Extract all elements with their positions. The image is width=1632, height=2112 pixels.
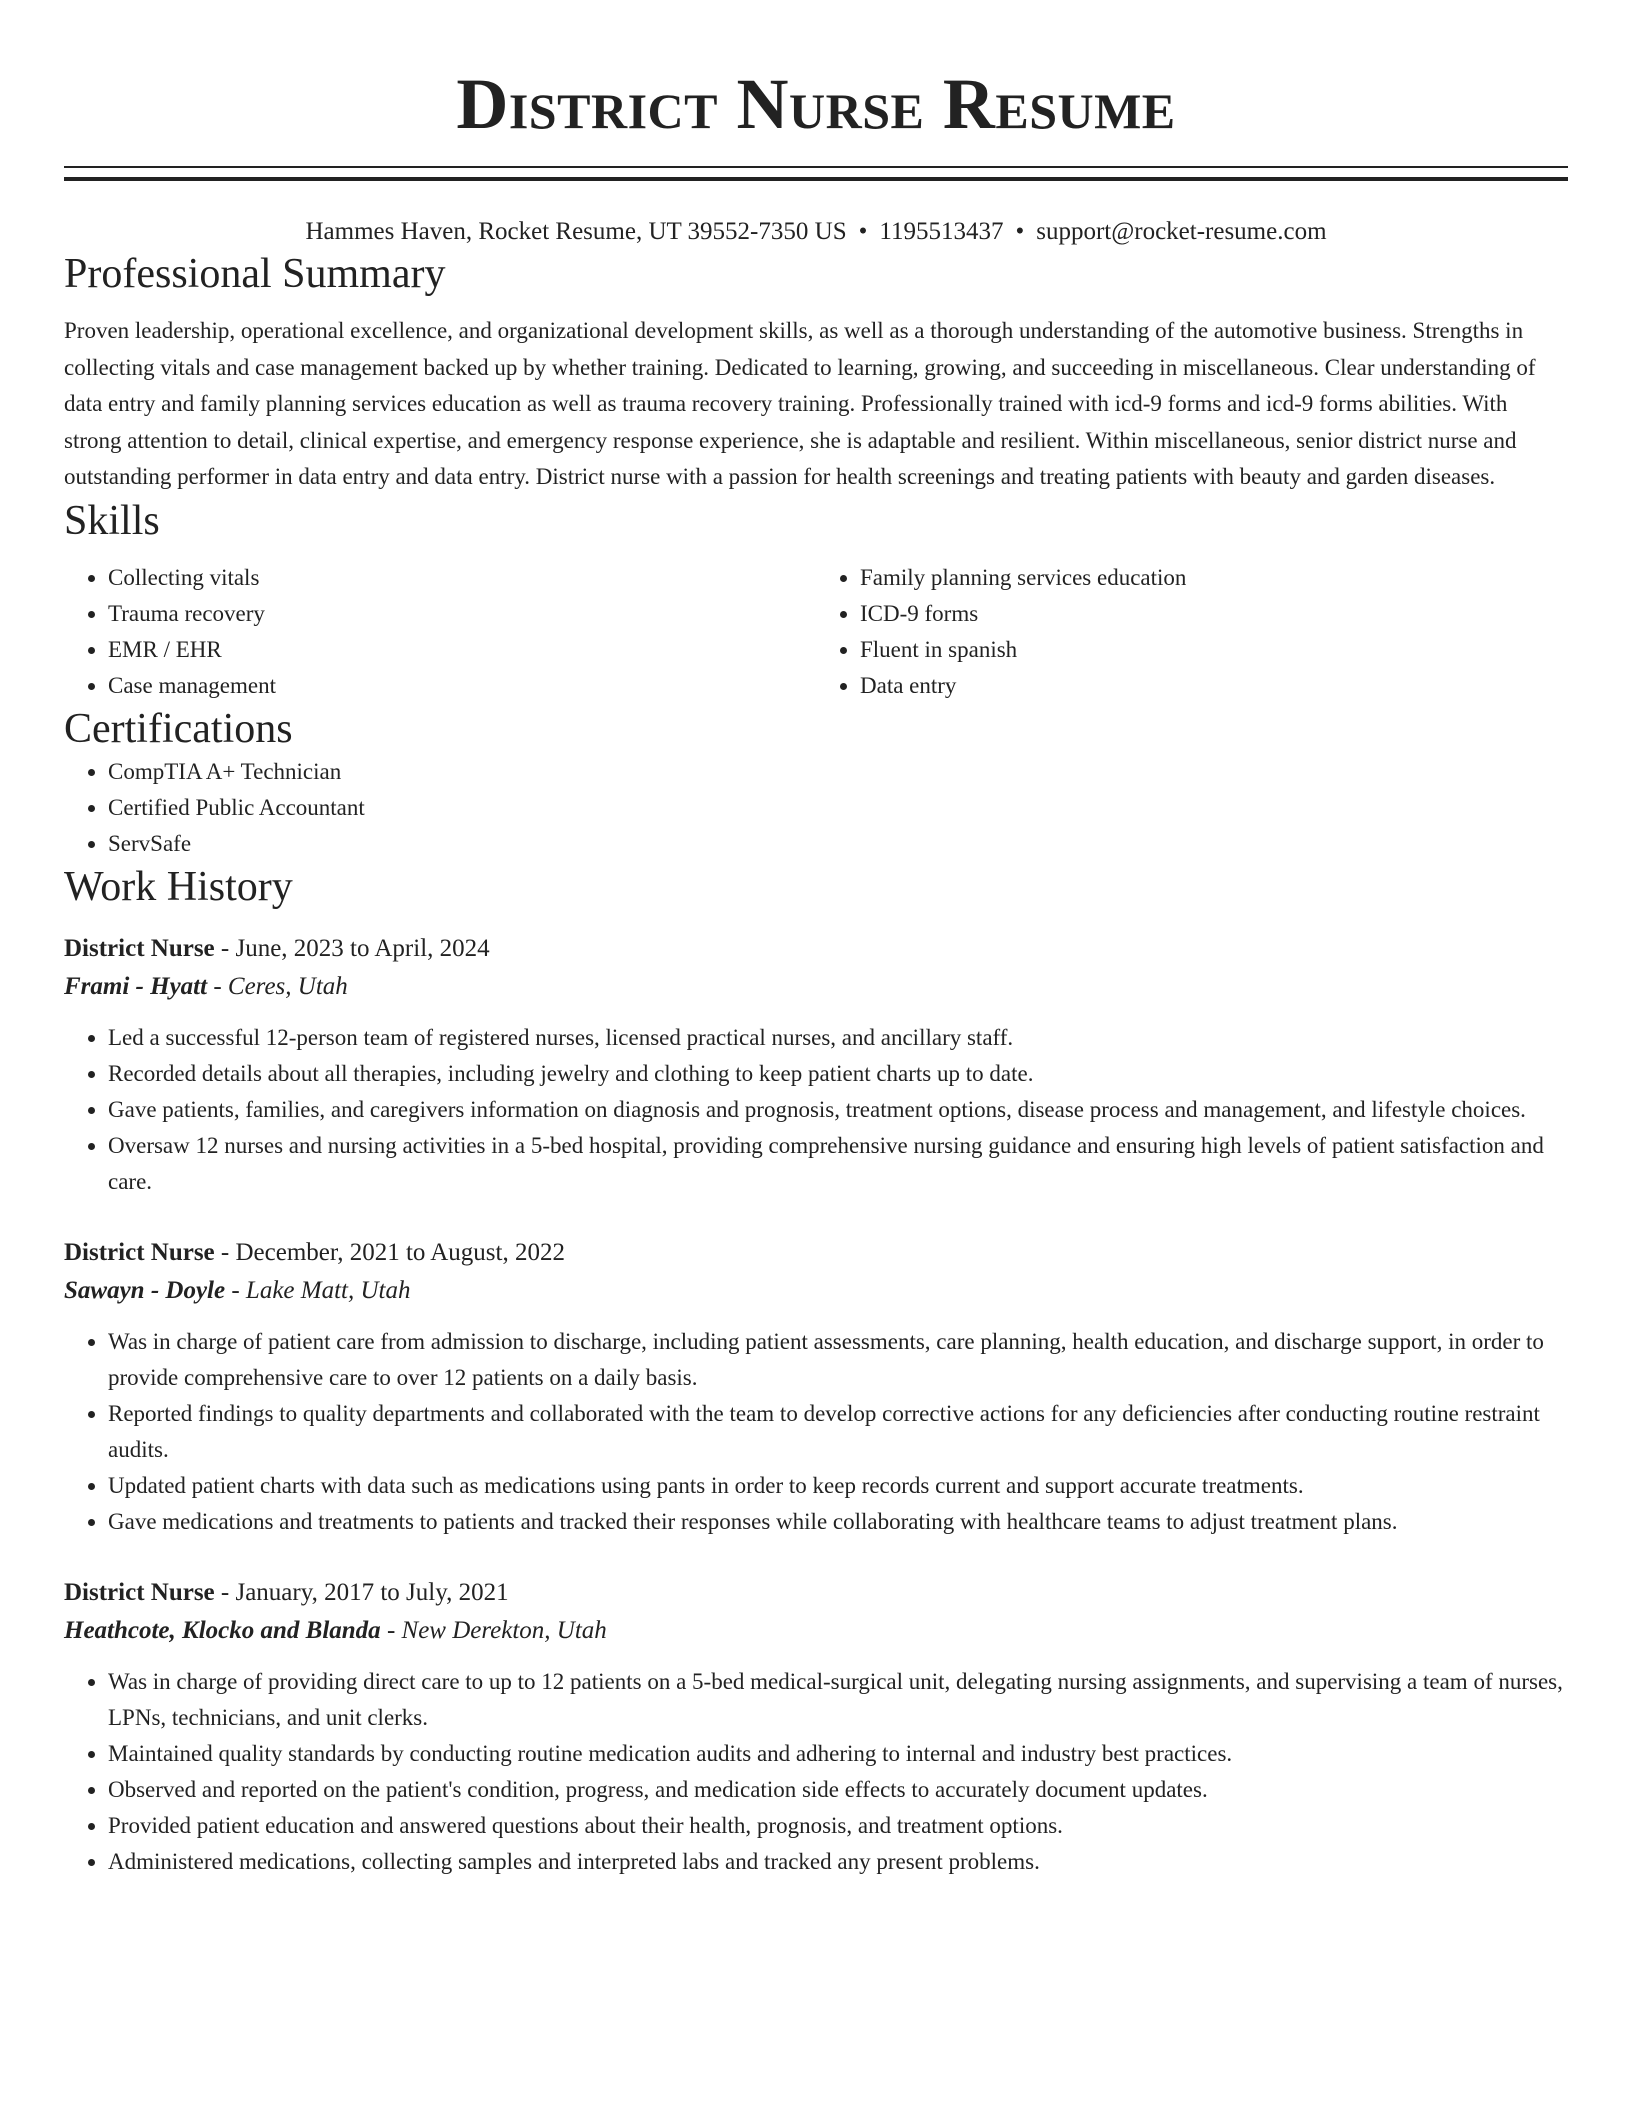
skills-list-left [64,560,816,704]
skill-item: • ICD-9 forms [860,596,1568,632]
summary-text: Proven leadership, operational excellence, and organizational development skills, as well as a thorough understanding of the automotive business. Strengths in collecting vitals and case management backed up by whether training. Dedicated to learning, growing, and succeeding in miscellaneous. Clear understanding of data entry and family planning services education as well as trauma recovery training. Professionally trained with icd-9 forms and icd-9 forms abilities. With strong attention to detail, clinical expertise, and emergency response experience, she is adaptable and resilient. Within miscellaneous, senior district nurse and outstanding performer in data entry and data entry. District nurse with a passion for health screenings and treating patients with beauty and garden diseases. [64,318,1536,489]
job-dates: - December, 2021 to August, 2022 [214,1238,565,1266]
job-bullet: • Gave patients, families, and caregivers information on diagnosis and prognosis, treatment options, disease process and management, and lifestyle choices. [108,1092,1568,1128]
job-dates: - January, 2017 to July, 2021 [214,1578,509,1606]
job-entry [64,930,1568,1200]
certifications-list [64,754,1568,862]
skills-heading: Skills [64,497,160,544]
job-title: District Nurse [64,1238,215,1266]
work-history-heading: Work History [64,863,293,910]
skill-item: • Fluent in spanish [860,632,1568,668]
job-title-line [64,930,1568,968]
job-entry [64,1234,1568,1540]
title-double-rule [64,166,1568,181]
job-dates: - June, 2023 to April, 2024 [214,934,490,962]
skill-item: • Trauma recovery [108,596,816,632]
job-title-line [64,1574,1568,1612]
job-bullet: • Observed and reported on the patient's condition, progress, and medication side effects to accurately document updates. [108,1772,1568,1808]
job-bullet: • Led a successful 12-person team of registered nurses, licensed practical nurses, and ancillary staff. [108,1020,1568,1056]
certification-item: • ServSafe [108,826,1568,862]
job-bullets [64,1020,1568,1200]
contact-address: Hammes Haven, Rocket Resume, UT 39552-7350 US [305,218,847,245]
job-bullet: • Gave medications and treatments to patients and tracked their responses while collaborating with healthcare teams to adjust treatment plans. [108,1504,1568,1540]
job-bullet: • Administered medications, collecting samples and interpreted labs and tracked any present problems. [108,1844,1568,1880]
job-company: Heathcote, Klocko and Blanda [64,1616,381,1644]
job-bullet: • Recorded details about all therapies, including jewelry and clothing to keep patient charts up to date. [108,1056,1568,1092]
contact-email: support@rocket-resume.com [1036,218,1327,245]
resume-page [64,0,1568,1880]
job-bullet: • Was in charge of patient care from admission to discharge, including patient assessments, care planning, health education, and discharge support, in order to provide comprehensive care to over 12 patients on a daily basis. [108,1324,1568,1396]
certification-item: • CompTIA A+ Technician [108,754,1568,790]
job-title-line [64,1234,1568,1272]
contact-phone: 1195513437 [879,218,1004,245]
skill-item: • Data entry [860,668,1568,704]
job-bullet: • Was in charge of providing direct care to up to 12 patients on a 5-bed medical-surgical unit, delegating nursing assignments, and supervising a team of nurses, LPNs, technicians, and unit clerks. [108,1664,1568,1736]
job-bullet: • Updated patient charts with data such as medications using pants in order to keep records current and support accurate treatments. [108,1468,1568,1504]
certification-item: • Certified Public Accountant [108,790,1568,826]
skill-item: • EMR / EHR [108,632,816,668]
job-company: Sawayn - Doyle [64,1276,226,1304]
job-bullet: • Maintained quality standards by conducting routine medication audits and adhering to internal and industry best practices. [108,1736,1568,1772]
skill-item: • Case management [108,668,816,704]
summary-heading: Professional Summary [64,251,446,297]
job-bullets [64,1324,1568,1540]
skills-columns [64,560,1568,704]
job-entry [64,1574,1568,1880]
resume-title: District Nurse Resume [456,64,1176,144]
job-title: District Nurse [64,1578,215,1606]
contact-separator: • [1015,218,1025,245]
job-location: - Ceres, Utah [207,972,348,1000]
job-bullet: • Provided patient education and answered questions about their health, prognosis, and treatment options. [108,1808,1568,1844]
job-bullet: • Oversaw 12 nurses and nursing activities in a 5-bed hospital, providing comprehensive nursing guidance and ensuring high levels of patient satisfaction and care. [108,1128,1568,1200]
job-bullet: • Reported findings to quality departments and collaborated with the team to develop corrective actions for any deficiencies after conducting routine restraint audits. [108,1396,1568,1468]
job-company-line [64,1612,1568,1650]
job-bullets [64,1664,1568,1880]
job-location: - New Derekton, Utah [380,1616,607,1644]
job-company: Frami - Hyatt [64,972,208,1000]
job-location: - Lake Matt, Utah [225,1276,411,1304]
job-title: District Nurse [64,934,215,962]
skill-item: • Collecting vitals [108,560,816,596]
certifications-heading: Certifications [64,705,293,752]
job-company-line [64,1272,1568,1310]
job-company-line [64,968,1568,1006]
skill-item: • Family planning services education [860,560,1568,596]
contact-line [64,215,1568,249]
contact-separator: • [858,218,868,245]
skills-list-right [816,560,1568,704]
